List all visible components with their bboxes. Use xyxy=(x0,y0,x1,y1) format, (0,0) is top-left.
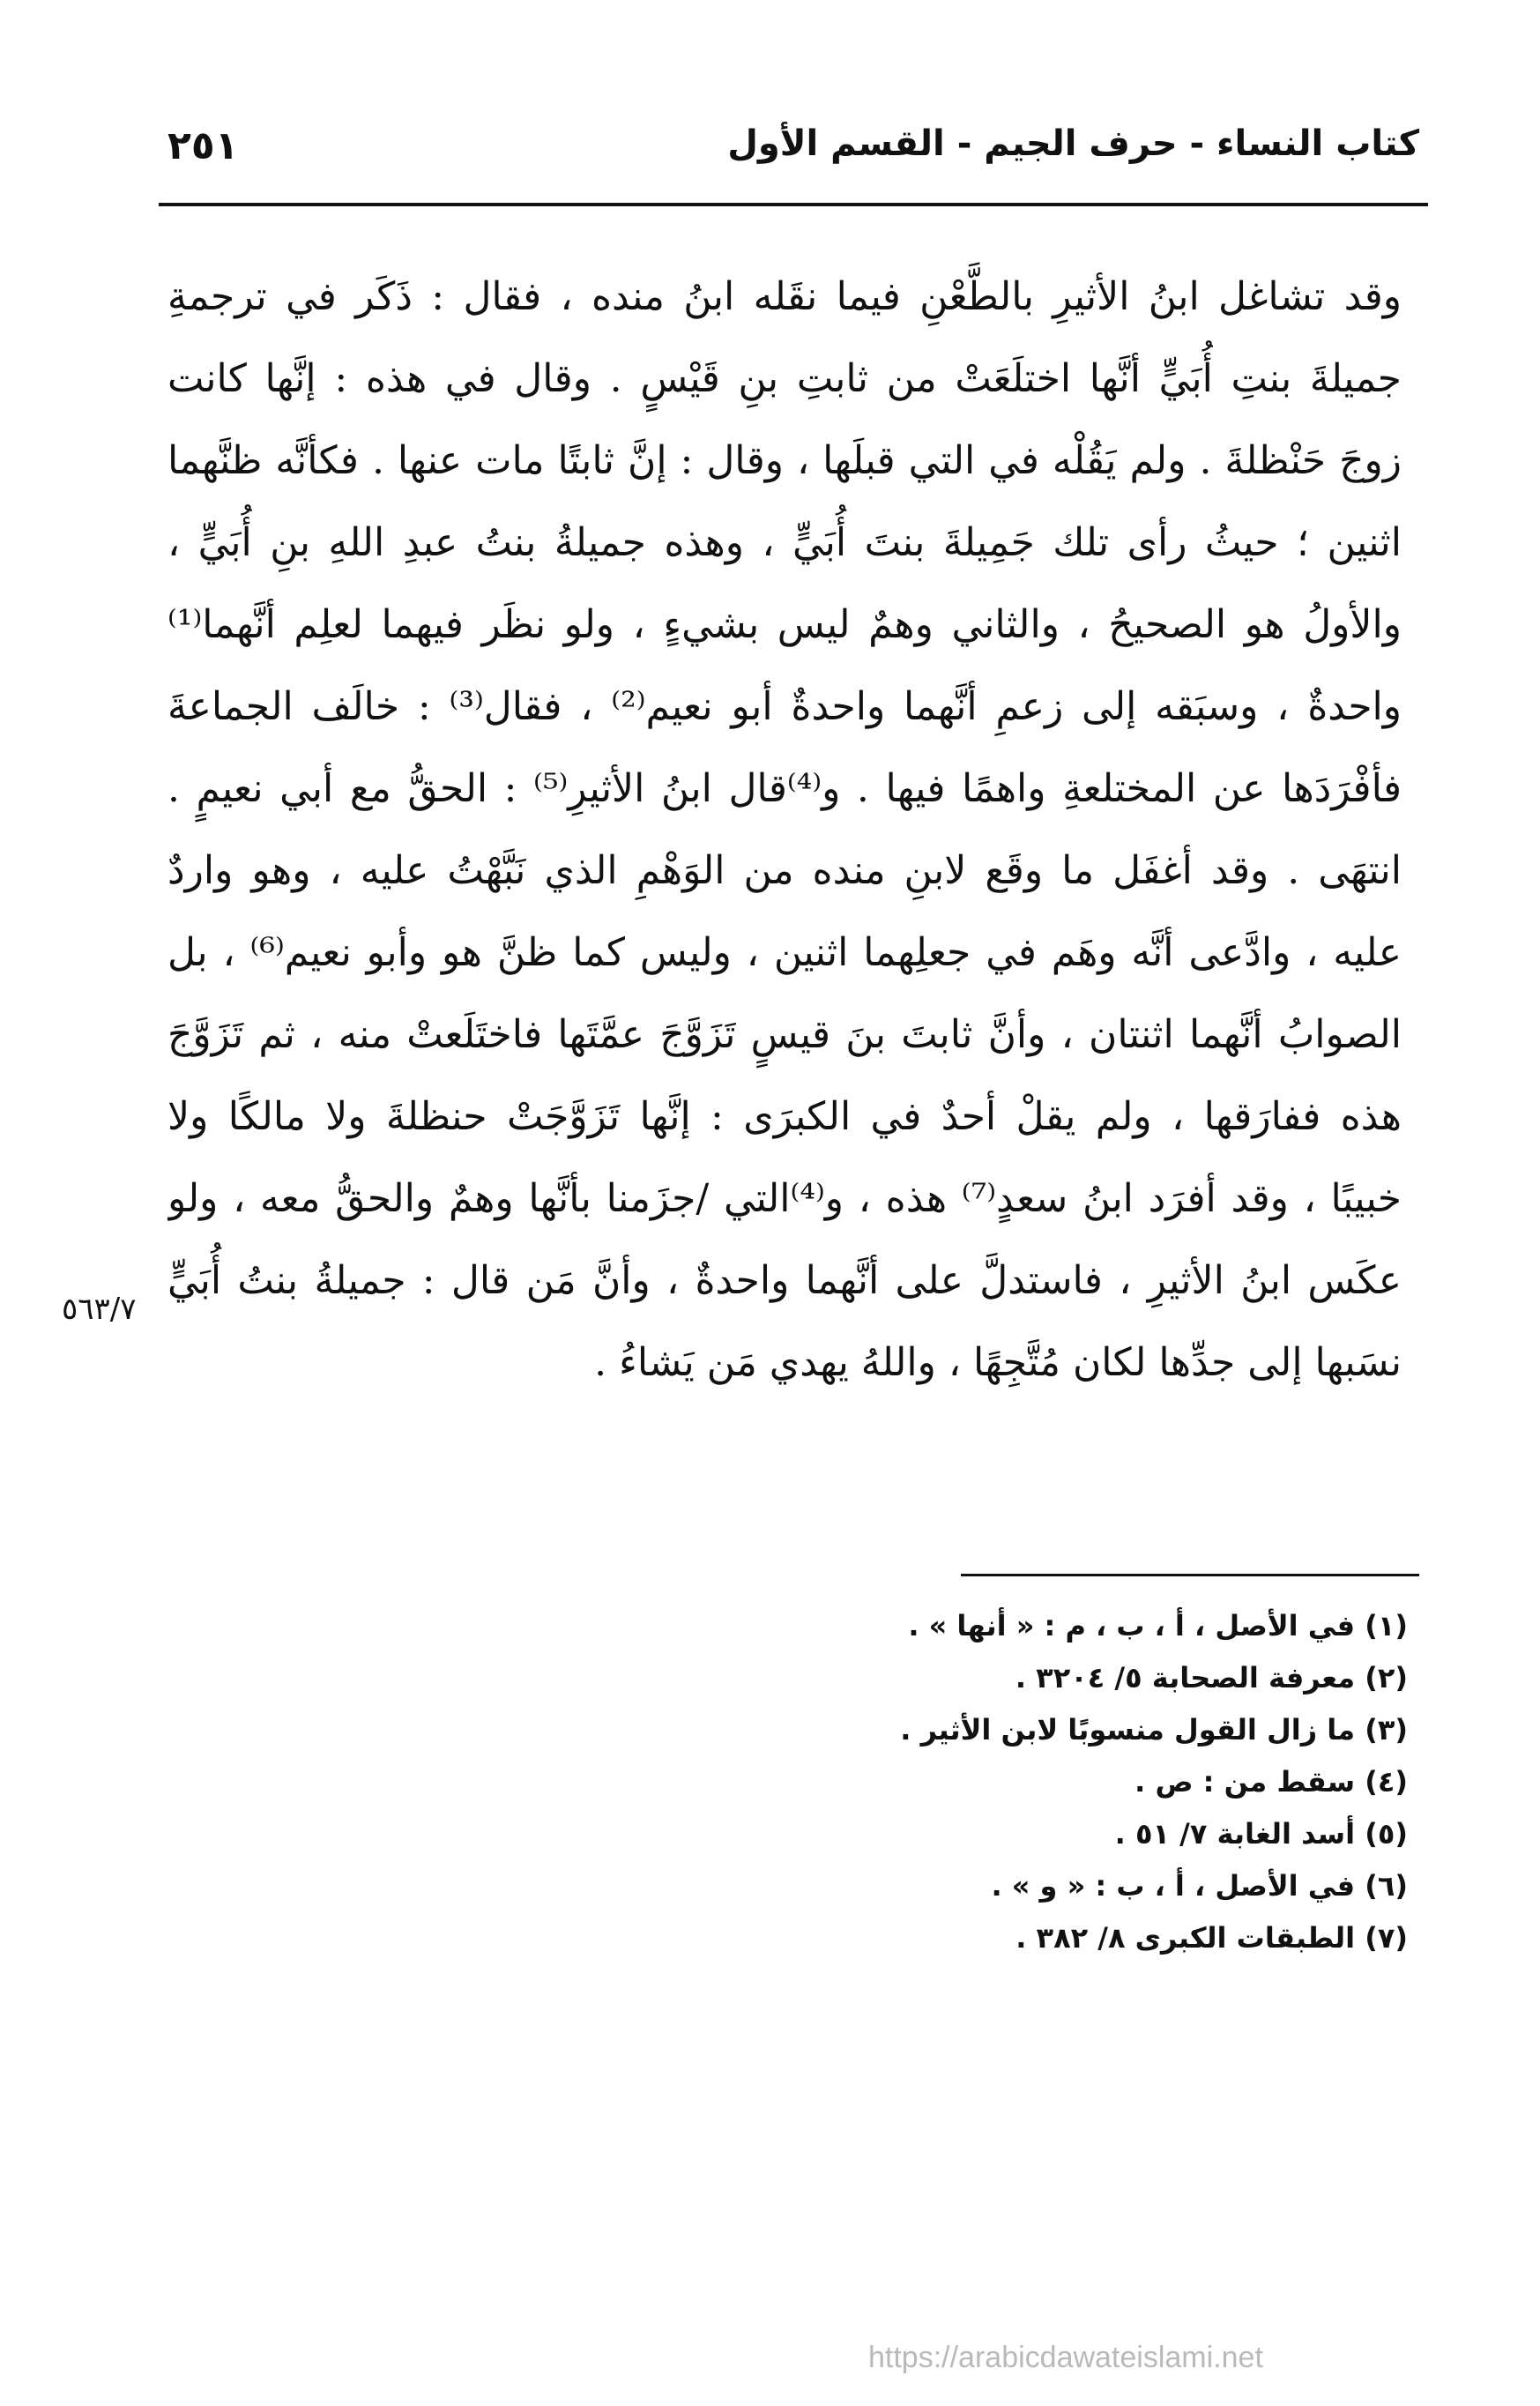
text-line: والأولُ هو الصحيحُ ، والثاني وهمٌ ليس بشيءٍ ، ولو نظَر فيهما لعلِم أنَّهما⁽¹⁾ xyxy=(167,602,1402,647)
footnote: (٤) سقط من : ص . xyxy=(1135,1765,1408,1799)
text-line: اثنين ؛ حيثُ رأى تلك جَمِيلةَ بنتَ أُبَيٍّ ، وهذه جميلةُ بنتُ عبدِ اللهِ بنِ أُبَيٍّ ، xyxy=(167,520,1402,565)
running-title: كتاب النساء - حرف الجيم - القسم الأول xyxy=(727,123,1419,164)
text-line: فأفْرَدَها عن المختلعةِ واهمًا فيها . و⁽⁴⁾قال ابنُ الأثيرِ⁽⁵⁾ : الحقُّ مع أبي نعيمٍ . xyxy=(167,766,1402,811)
text-line: خبيبًا ، وقد أفرَد ابنُ سعدٍ⁽⁷⁾ هذه ، و⁽⁴⁾التي /جزَمنا بأنَّها وهمٌ والحقُّ معه ، ولو xyxy=(167,1176,1402,1221)
footnote-rule xyxy=(961,1574,1419,1576)
footnote: (١) في الأصل ، أ ، ب ، م : « أنها » . xyxy=(908,1609,1408,1642)
text-line: وقد تشاغل ابنُ الأثيرِ بالطَّعْنِ فيما نقَله ابنُ منده ، فقال : ذَكَر في ترجمةِ xyxy=(167,274,1402,319)
text-line: عكَس ابنُ الأثيرِ ، فاستدلَّ على أنَّهما واحدةٌ ، وأنَّ مَن قال : جميلةُ بنتُ أُبَيٍّ xyxy=(167,1258,1402,1303)
text-line: هذه ففارَقها ، ولم يقلْ أحدٌ في الكبرَى : إنَّها تَزَوَّجَتْ حنظلةَ ولا مالكًا ولا xyxy=(167,1094,1402,1139)
text-line: نسَبها إلى جدِّها لكان مُتَّجِهًا ، واللهُ يهدي مَن يَشاءُ . xyxy=(594,1340,1402,1385)
main-text xyxy=(167,256,1402,1404)
text-line: واحدةٌ ، وسبَقه إلى زعمِ أنَّهما واحدةٌ أبو نعيم⁽²⁾ ، فقال⁽³⁾ : خالَف الجماعةَ xyxy=(167,684,1402,729)
footnote: (٦) في الأصل ، أ ، ب : « و » . xyxy=(991,1869,1408,1903)
footnote: (٧) الطبقات الكبرى ٨/ ٣٨٢ . xyxy=(1016,1921,1408,1955)
header-rule xyxy=(159,203,1428,206)
margin-reference: ٥٦٣/٧ xyxy=(62,1292,137,1327)
text-line: زوجَ حَنْظلةَ . ولم يَقُلْه في التي قبلَها ، وقال : إنَّ ثابتًا مات عنها . فكأنَّه ظنَّهما xyxy=(167,438,1402,483)
footnote: (٥) أسد الغابة ٧/ ٥١ . xyxy=(1114,1817,1408,1851)
text-line: انتهَى . وقد أغفَل ما وقَع لابنِ منده من الوَهْمِ الذي نَبَّهْتُ عليه ، وهو واردٌ xyxy=(167,848,1402,893)
footnote: (٣) ما زال القول منسوبًا لابن الأثير . xyxy=(900,1713,1408,1747)
footnotes xyxy=(526,1600,1408,1964)
text-line: عليه ، وادَّعى أنَّه وهَم في جعلِهما اثنين ، وليس كما ظنَّ هو وأبو نعيم⁽⁶⁾ ، بل xyxy=(167,930,1402,975)
page-header xyxy=(167,123,1419,194)
text-line: جميلةَ بنتِ أُبَيٍّ أنَّها اختلَعَتْ من ثابتِ بنِ قَيْسٍ . وقال في هذه : إنَّها كانت xyxy=(167,356,1402,401)
watermark: https://arabicdawateislami.net xyxy=(868,2341,1263,2374)
text-line: الصوابُ أنَّهما اثنتان ، وأنَّ ثابتَ بنَ قيسٍ تَزَوَّجَ عمَّتَها فاختَلَعتْ منه ، ثم تَزَوَّجَ xyxy=(167,1012,1402,1057)
footnote: (٢) معرفة الصحابة ٥/ ٣٢٠٤ . xyxy=(1015,1661,1408,1695)
page-number: ٢٥١ xyxy=(167,123,239,168)
